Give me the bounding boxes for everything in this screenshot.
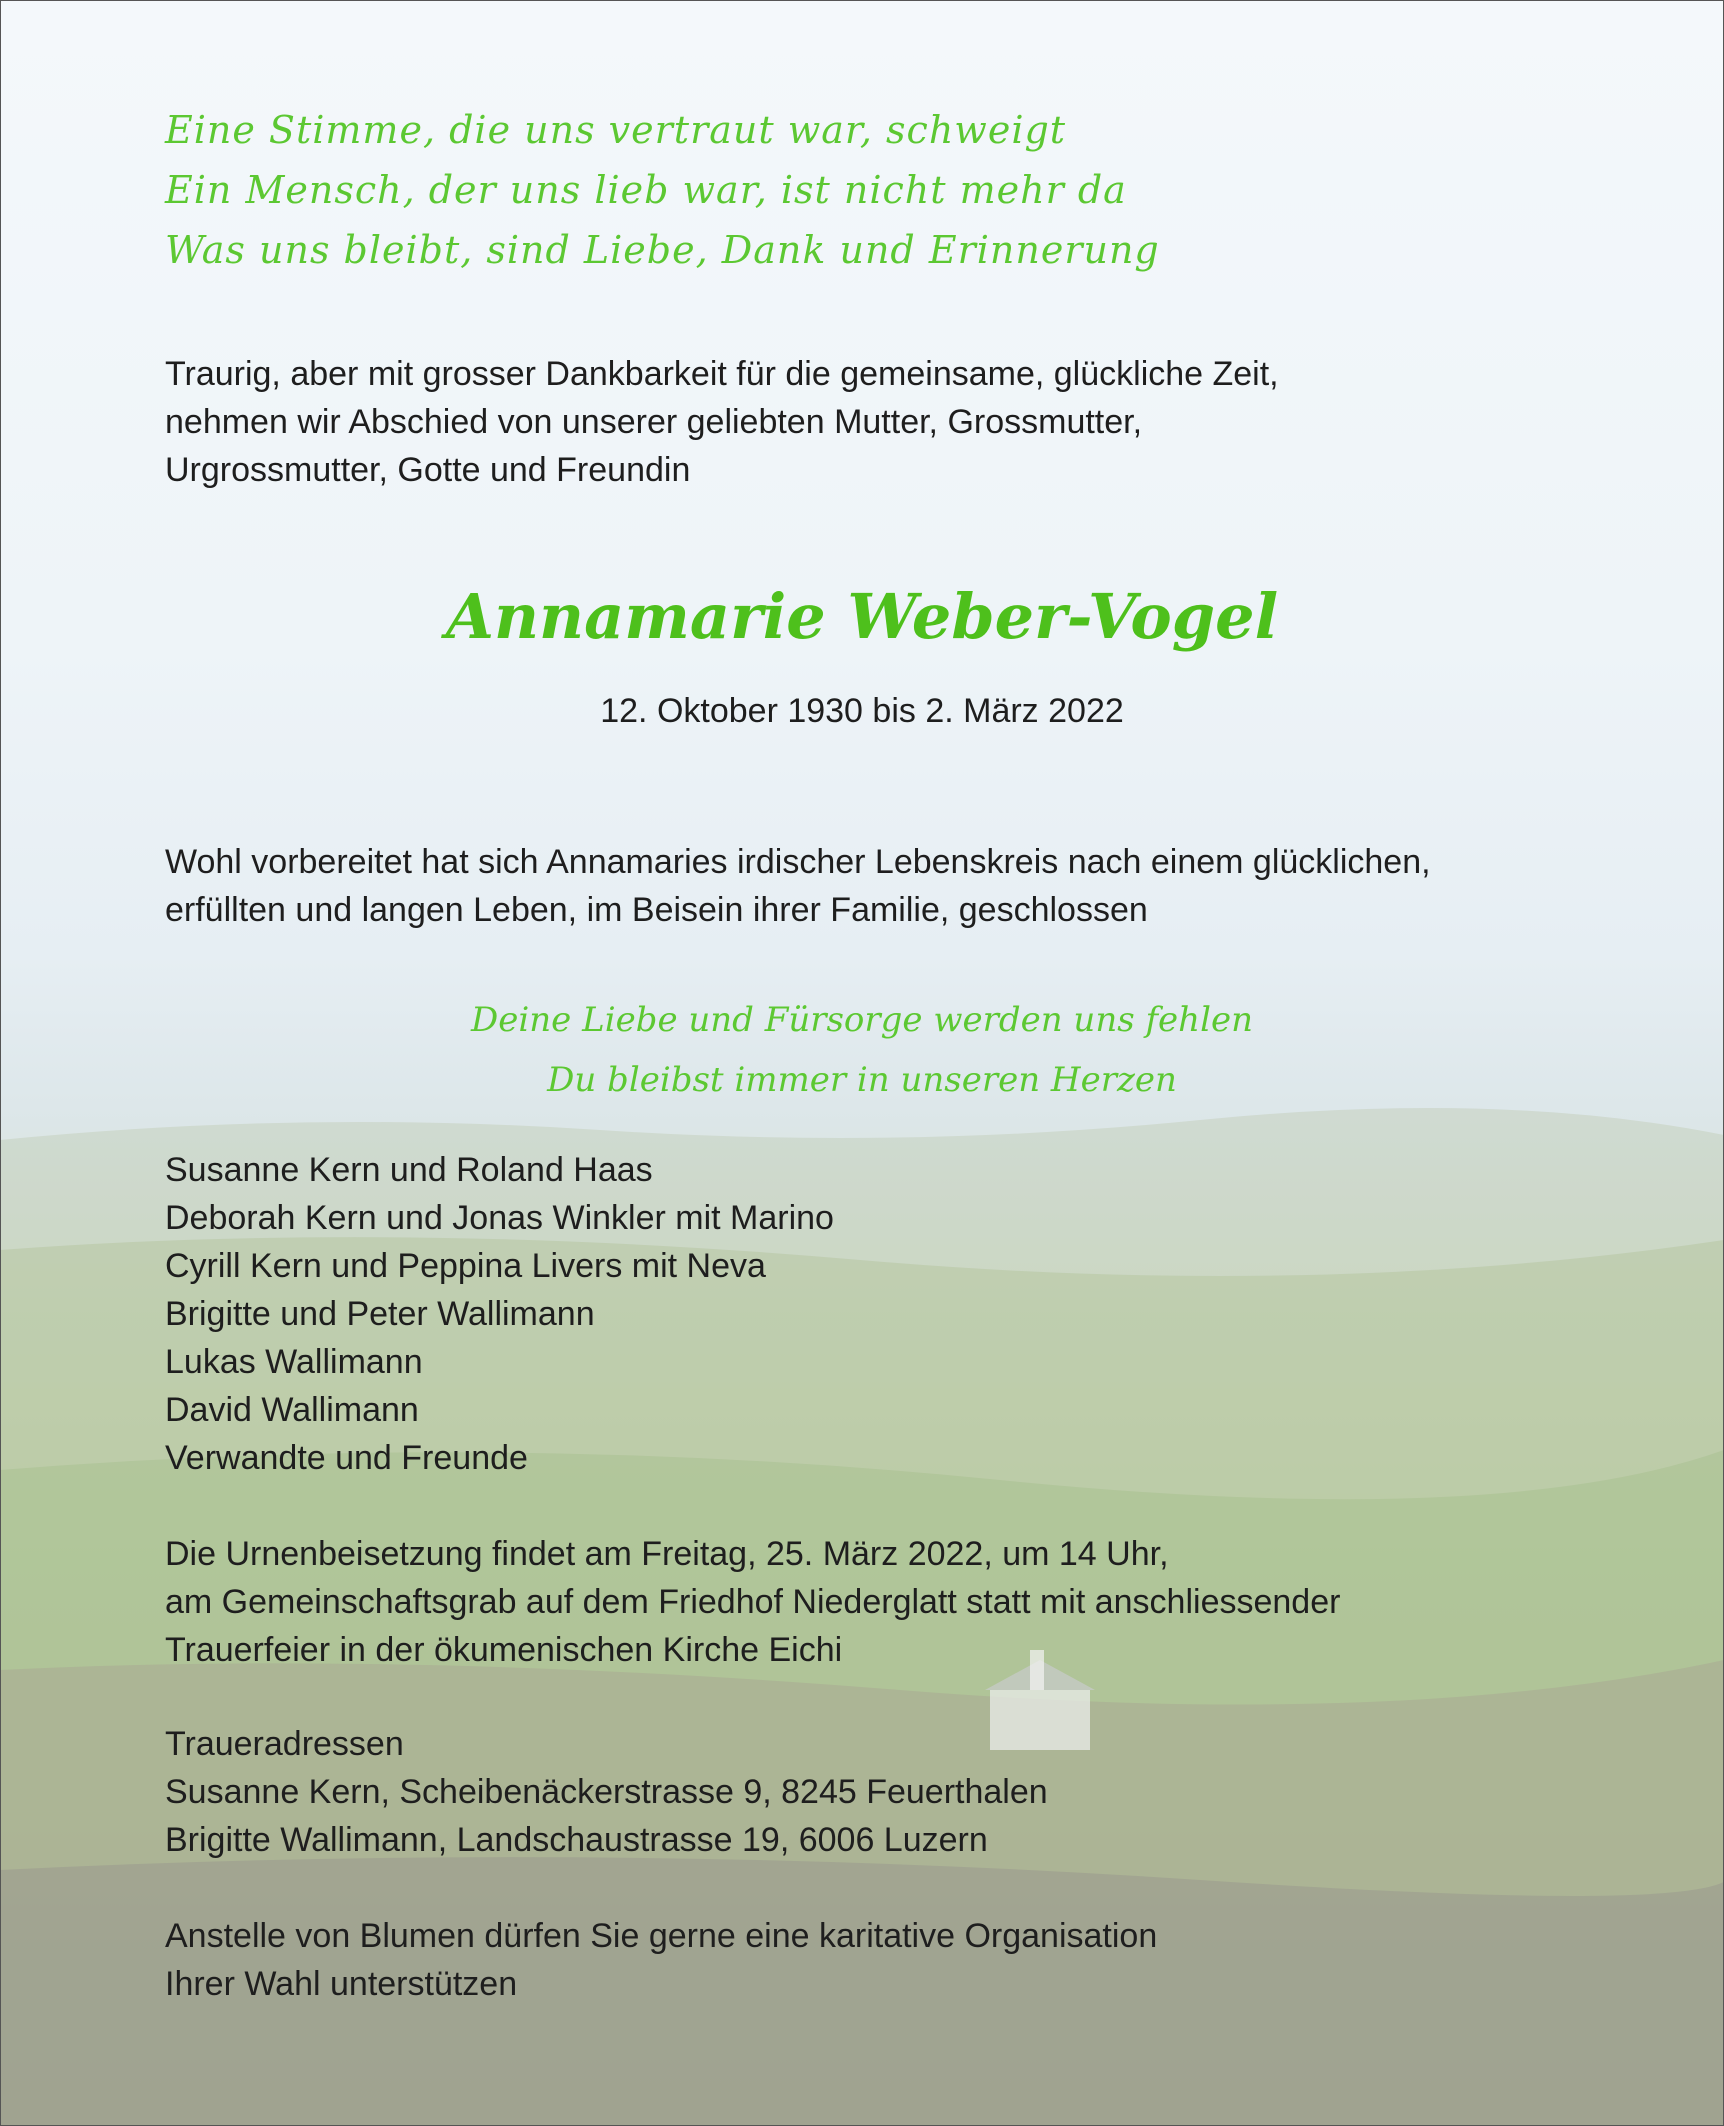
ceremony-line: Trauerfeier in der ökumenischen Kirche Eichi (165, 1631, 843, 1669)
mourner: Lukas Wallimann (165, 1343, 423, 1381)
donation-line: Ihrer Wahl unterstützen (165, 1965, 518, 2003)
donation-note (165, 1912, 1157, 2008)
mourner: Deborah Kern und Jonas Winkler mit Marino (165, 1199, 834, 1237)
quote-line: Deine Liebe und Fürsorge werden uns fehlen (471, 1000, 1253, 1040)
mourner: Brigitte und Peter Wallimann (165, 1295, 595, 1333)
ceremony-info (165, 1530, 1340, 1674)
intro-text (165, 350, 1279, 494)
quote-line: Du bleibst immer in unseren Herzen (547, 1060, 1177, 1100)
opening-poem (165, 100, 1160, 280)
address-line: Brigitte Wallimann, Landschaustrasse 19, 6006 Luzern (165, 1821, 988, 1859)
poem-line: Eine Stimme, die uns vertraut war, schweigt (165, 108, 1067, 152)
poem-line: Ein Mensch, der uns lieb war, ist nicht mehr da (165, 168, 1127, 212)
closing-quote (0, 990, 1724, 1110)
mourners-list (165, 1146, 834, 1482)
mourner: Verwandte und Freunde (165, 1439, 528, 1477)
condolence-addresses (165, 1720, 1048, 1864)
mourner: David Wallimann (165, 1391, 419, 1429)
intro-line: nehmen wir Abschied von unserer geliebten Mutter, Grossmutter, (165, 403, 1143, 441)
life-dates: 12. Oktober 1930 bis 2. März 2022 (600, 692, 1124, 730)
life-text-line: erfüllten und langen Leben, im Beisein ihrer Familie, geschlossen (165, 891, 1148, 929)
deceased-name: Annamarie Weber-Vogel (445, 580, 1279, 653)
ceremony-line: Die Urnenbeisetzung findet am Freitag, 25. März 2022, um 14 Uhr, (165, 1535, 1169, 1573)
intro-line: Urgrossmutter, Gotte und Freundin (165, 451, 691, 489)
mourner: Susanne Kern und Roland Haas (165, 1151, 653, 1189)
intro-line: Traurig, aber mit grosser Dankbarkeit für die gemeinsame, glückliche Zeit, (165, 355, 1279, 393)
life-text-line: Wohl vorbereitet hat sich Annamaries irdischer Lebenskreis nach einem glücklichen, (165, 843, 1431, 881)
mourner: Cyrill Kern und Peppina Livers mit Neva (165, 1247, 766, 1285)
addresses-heading: Traueradressen (165, 1725, 404, 1763)
life-text (165, 838, 1431, 934)
poem-line: Was uns bleibt, sind Liebe, Dank und Erinnerung (165, 228, 1160, 272)
ceremony-line: am Gemeinschaftsgrab auf dem Friedhof Niederglatt statt mit anschliessender (165, 1583, 1341, 1621)
address-line: Susanne Kern, Scheibenäckerstrasse 9, 8245 Feuerthalen (165, 1773, 1048, 1811)
donation-line: Anstelle von Blumen dürfen Sie gerne eine karitative Organisation (165, 1917, 1158, 1955)
